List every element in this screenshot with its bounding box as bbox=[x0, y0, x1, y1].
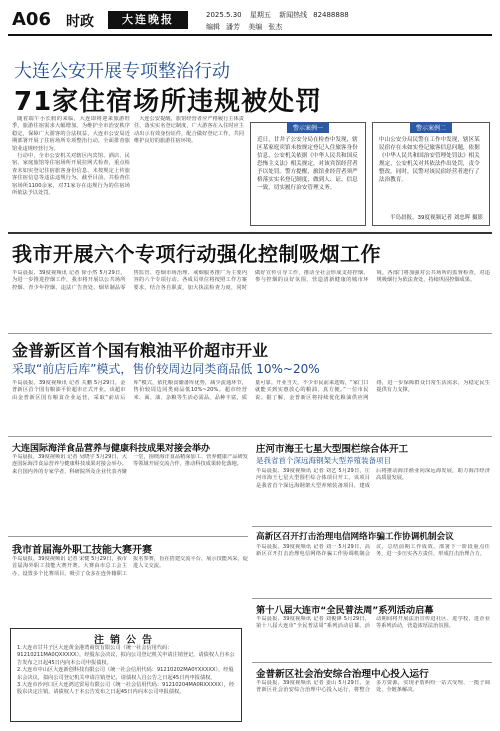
editor-name: 潘芳 bbox=[226, 23, 240, 31]
grain-subtitle: 采取“前店后库”模式，售价较周边同类商品低 10%~20% bbox=[12, 362, 320, 376]
expo-body: 半岛晨报、39度视频讯 记者 吴晓宇 5月29日，大连国际海洋食品营养与健康科技成果对接会举办。来自国内外的专家学者、科研院所及企业代表齐聚一堂，围绕海洋食品精深加工、营养健康产品研发等领域开展交流合作，推动科技成果转化落地。 bbox=[12, 454, 248, 475]
newspaper-logo: 大连晚报 bbox=[108, 11, 188, 29]
section-name: 时政 bbox=[66, 14, 94, 30]
warning-case-tag: 警示案例二 bbox=[410, 122, 452, 133]
gaoxin-body: 半岛晨报、39度视频讯 记者 刘一 5月29日，高新区召开打击治理电信网络诈骗工作协调机制会议，总结前期工作成效，部署下一阶段重点任务，进一步压实各方责任，形成打击治理合力。 bbox=[256, 544, 490, 558]
gaoxin-headline: 高新区召开打击治理电信网络诈骗工作协调机制会议 bbox=[256, 532, 454, 542]
tobacco-headline: 我市开展六个专项行动强化控制吸烟工作 bbox=[12, 242, 381, 266]
page-number: A06 bbox=[12, 9, 51, 30]
lead-paragraph: 随着端午小长假的来临，大连即将迎来旅游旺季，旅游住宿需求大幅增加。为维护全市治安秩序稳定，保障广大游客的合法权益，大连市公安局近期部署开展了住宿场所专项整治行动，全面排查旅馆业违规经营行为。 bbox=[12, 116, 130, 152]
section-divider bbox=[8, 232, 492, 234]
warning-case-box-2 bbox=[372, 122, 490, 226]
issue-weekday: 星期五 bbox=[249, 11, 271, 19]
zhuanghe-headline: 庄河市海王七星大型围栏综合体开工 bbox=[256, 444, 409, 455]
zhuanghe-body: 半岛晨报、39度视频讯 记者 刘艺 5月29日，庄河市海王七星大型围栏综合体项目开工。该项目是我省首个深远海钢架大型养殖装备项目，建成后将推动海洋渔业向深远海发展，助力海洋经济高质量发展。 bbox=[256, 468, 490, 489]
warning-case-byline: 半岛晨报、39度视频记者 刘忠晖 摄影 bbox=[390, 215, 483, 221]
security-center-body: 半岛晨报、39度视频讯 记者 姜山 5月29日，金普新区社会治安综合治理中心投入运行，将整合多方资源，实现矛盾纠纷一站式受理、一揽子调处、全链条解决。 bbox=[256, 680, 490, 694]
warning-case-tag: 警示案例一 bbox=[287, 122, 329, 133]
deregistration-notice bbox=[10, 628, 242, 722]
hotline-label: 新闻热线 bbox=[279, 11, 308, 19]
masthead-meta-staff bbox=[206, 22, 288, 32]
designer-label: 美编 bbox=[248, 23, 263, 31]
lead-body-col1 bbox=[12, 116, 130, 228]
issue-date: 2025.5.30 bbox=[206, 11, 242, 19]
lead-subtitle: 大连公安开展专项整治行动 bbox=[14, 61, 230, 82]
jobs-headline: 我市首届海外职工技能大赛开赛 bbox=[12, 545, 152, 556]
zhuanghe-subtitle: 是我省首个深远海钢架大型养殖装备项目 bbox=[256, 456, 391, 465]
section-divider bbox=[252, 598, 492, 599]
notice-item: 1.大连市甘井子区大连黄金港湾商贸有限公司（统一社会信用代码：91210211MA0QXXXXX），经股东会决议，拟向公司登记机关申请注销登记，请债权人自本公告发布之日起45日内向本公司申报债权。 bbox=[17, 645, 235, 666]
section-divider bbox=[8, 536, 248, 537]
section-divider bbox=[8, 436, 492, 437]
expo-headline: 大连国际海洋食品营养与健康科技成果对接会举办 bbox=[12, 444, 211, 454]
lead-paragraph: 大连公安提醒，旅馆经营者应严格履行主体责任，落实实名登记制度，广大游客在入住时应主动出示有效身份证件，配合做好登记工作，共同维护良好的旅游住宿环境。 bbox=[134, 116, 244, 145]
designer-name: 张杰 bbox=[268, 23, 283, 31]
warning-case-box-1 bbox=[250, 122, 366, 226]
hotline-number: 82488888 bbox=[313, 11, 349, 19]
masthead-meta-date bbox=[206, 10, 355, 20]
tobacco-body: 半岛晨报、39度视频讯 记者 徐小然 5月29日，为进一步推进控烟工作，我市将开展以公共场所控烟、青少年控烟、违法广告查处、烟草制品零售监管、卷烟市场治理、戒烟服务推广为主要内容的六个专项行动。各成员单位将按照工作方案要求，结合各自职责，加大执法检查力度，同时做好宣传引导工作，推动全社会形成支持控烟、参与控烟的良好氛围，营造清新健康的城市环境。各部门将加强对公共场所的监督检查，对违规吸烟行为依法查处，持续巩固控烟成果。 bbox=[12, 270, 490, 291]
lead-body-col2 bbox=[134, 116, 244, 228]
law-week-body: 半岛晨报、39度视频讯 记者 刘俊锋 5月29日，第十八届大连市“全民普法周”系列活动启幕。活动期间将开展法治宣传进社区、进学校、进企业等系列活动，营造浓厚法治氛围。 bbox=[256, 616, 490, 630]
jobs-body: 半岛晨报、39度视频讯 记者 宋健 5月29日，我市首届海外职工技能大赛开赛。大赛由市总工会主办，设置多个比赛项目，吸引了众多在连外籍职工报名参赛，旨在搭建交流平台，展示技能风采，促进人文交流。 bbox=[12, 556, 248, 577]
editor-label: 编辑 bbox=[206, 23, 220, 31]
security-center-headline: 金普新区社会治安综合治理中心投入运行 bbox=[256, 669, 429, 680]
warning-case-text: 近日，甘井子公安分局在检查中发现，辖区某家庭宾馆未按规定登记入住旅客身份信息，公安机关依据《中华人民共和国反恐怖主义法》相关规定，对该宾馆经营者予以处罚。警方提醒，旅馆业经营者须严格落实实名登记制度，做到人、证、信息一致，切实履行治安管理义务。 bbox=[257, 137, 358, 191]
section-divider bbox=[252, 662, 492, 663]
grain-body: 半岛晨报、39度视频讯 记者 关鹏 5月29日，金普新区首个国有粮油平价超市正式开业。该超市由金普新区国有粮食企业运营，采取“前店后库”模式，依托粮食储备库优势，减少流通环节，售价较周边同类商品低10%~20%。超市经营米、面、油、杂粮等生活必需品，品种丰富，质量可靠。开业当天，不少市民前来选购，“家门口就能买到实惠放心的粮油，真方便。”一位市民说。据了解，金普新区将持续优化粮油供应网络，进一步保障群众日常生活需求，为稳定民生提供有力支撑。 bbox=[12, 380, 490, 401]
notice-body bbox=[17, 645, 235, 697]
law-week-headline: 第十八届大连市“全民普法周”系列活动启幕 bbox=[256, 605, 434, 616]
lead-paragraph: 行动中，全市公安机关对辖区内宾馆、酒店、民宿、家庭旅馆等住宿场所开展拉网式检查，重点检查未如实登记住宿旅客身份信息、未按规定上传旅客住宿信息等违法违规行为。截至目前，共检查住宿场所1100余家，对71家存在违规行为的住宿场所依法予以处罚。 bbox=[12, 153, 130, 197]
notice-item: 3.大连市沙河口区大连鸿达贸易有限公司（统一社会信用代码：91210204MA0RXXXXX），经股东决定注销，请债权人于本公告发布之日起45日内向本公司申报债权。 bbox=[17, 682, 235, 696]
section-divider bbox=[8, 333, 492, 334]
lead-title: 71家住宿场所违规被处罚 bbox=[14, 87, 323, 117]
masthead bbox=[8, 6, 492, 36]
section-divider bbox=[252, 526, 492, 527]
notice-title: 注销公告 bbox=[94, 635, 158, 646]
warning-case-text: 中山公安分局民警在工作中发现，辖区某民宿存在未如实登记旅客信息问题，依据《中华人民共和国治安管理处罚法》相关规定，公安机关对其依法作出处罚，责令整改。同时，民警对该民宿经营者进行了法治教育。 bbox=[379, 137, 480, 183]
grain-headline: 金普新区首个国有粮油平价超市开业 bbox=[12, 341, 269, 360]
notice-item: 2.大连市中山区大连新创科技有限公司（统一社会信用代码：91210202MA0YXXXXX），经股东会决议，拟向公司登记机关申请注销登记，请债权人自公告之日起45日内申报债权。 bbox=[17, 667, 234, 681]
